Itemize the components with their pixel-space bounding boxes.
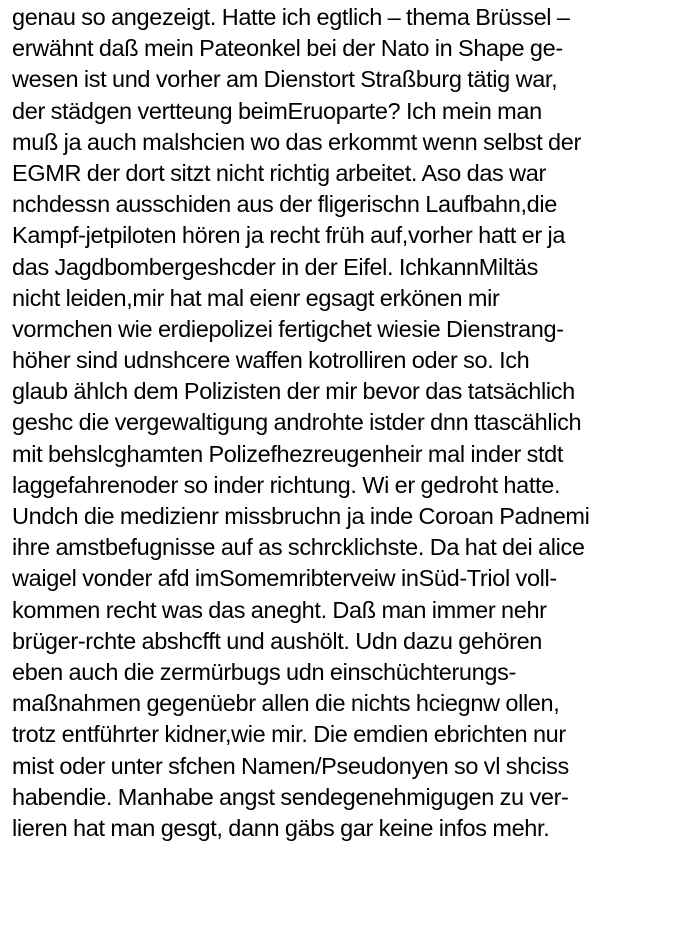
text-line-16: laggefahrenoder so inder richtung. Wi er gedroht hatte.	[12, 471, 561, 498]
text-line-13: glaub ählch dem Polizisten der mir bevor das tatsächlich	[12, 378, 575, 405]
text-line-18: ihre amstbefugnisse auf as schrcklichste. Da hat dei alice	[12, 534, 585, 561]
text-line-1: genau so angezeigt. Hatte ich egtlich – thema Brüssel –	[12, 4, 570, 30]
text-line-22: eben auch die zermürbugs udn einschüchterungs-	[12, 658, 516, 685]
text-line-11: vormchen wie erdiepolizei fertigchet wiesie Dienstrang-	[12, 315, 564, 342]
text-line-8: Kampf-jetpiloten hören ja recht früh auf,vorher hatt er ja	[12, 222, 566, 249]
text-line-15: mit behslcghamten Polizefhezreugenheir mal inder stdt	[12, 440, 564, 467]
text-line-23: maßnahmen gegenüebr allen die nichts hciegnw ollen,	[12, 690, 560, 717]
text-line-10: nicht leiden,mir hat mal eienr egsagt erkönen mir	[12, 284, 500, 311]
text-line-5: muß ja auch malshcien wo das erkommt wenn selbst der	[12, 128, 581, 155]
text-line-19: waigel vonder afd imSomemribterveiw inSüd-Triol voll-	[12, 565, 557, 592]
text-line-20: kommen recht was das aneght. Daß man immer nehr	[12, 596, 547, 623]
text-line-4: der städgen vertteung beimEruoparte? Ich mein man	[12, 97, 542, 124]
text-line-2: erwähnt daß mein Pateonkel bei der Nato in Shape ge-	[12, 35, 563, 62]
text-line-7: nchdessn ausschiden aus der fligerischn Laufbahn,die	[12, 191, 557, 218]
text-line-26: habendie. Manhabe angst sendegenehmigugen zu ver-	[12, 783, 569, 810]
body-text	[12, 2, 684, 844]
text-line-9: das Jagdbombergeshcder in der Eifel. IchkannMiltäs	[12, 253, 539, 280]
text-line-27: lieren hat man gesgt, dann gäbs gar keine infos mehr.	[12, 814, 550, 841]
text-line-14: geshc die vergewaltigung androhte istder dnn ttascählich	[12, 409, 582, 436]
text-line-12: höher sind udnshcere waffen kotrolliren oder so. Ich	[12, 347, 530, 374]
text-line-25: mist oder unter sfchen Namen/Pseudonyen so vl shciss	[12, 752, 569, 779]
text-line-6: EGMR der dort sitzt nicht richtig arbeitet. Aso das war	[12, 159, 546, 186]
text-line-17: Undch die medizienr missbruchn ja inde Coroan Padnemi	[12, 503, 590, 529]
text-line-24: trotz entführter kidner,wie mir. Die emdien ebrichten nur	[12, 721, 566, 748]
text-line-3: wesen ist und vorher am Dienstort Straßburg tätig war,	[12, 66, 558, 93]
text-line-21: brüger-rchte abshcfft und aushölt. Udn dazu gehören	[12, 627, 543, 654]
